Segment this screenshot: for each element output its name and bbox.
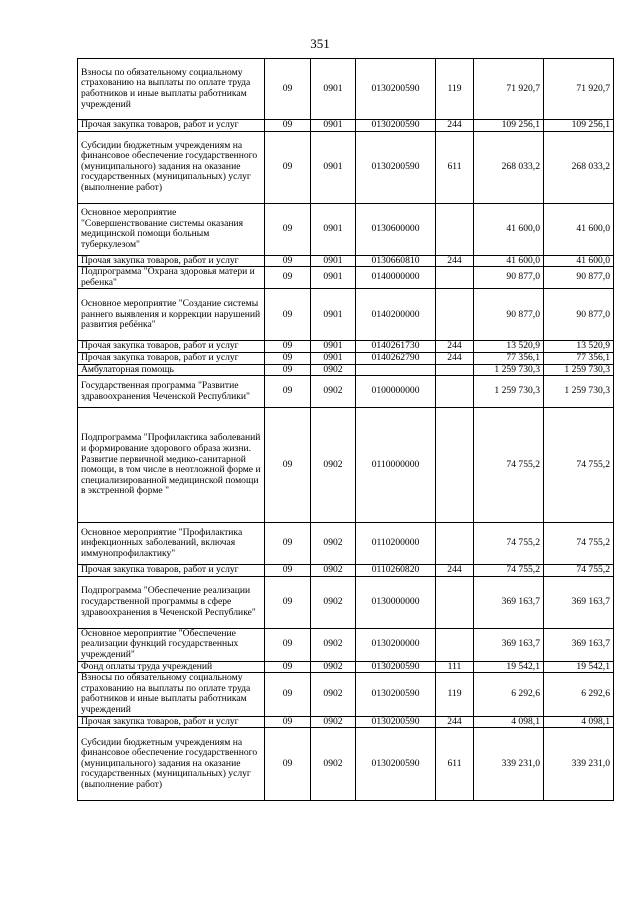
cell-section: 09 xyxy=(265,267,311,289)
table-row xyxy=(78,408,614,523)
cell-section: 09 xyxy=(265,352,311,364)
cell-subsection: 0902 xyxy=(311,376,356,408)
table-row xyxy=(78,203,614,255)
table-row xyxy=(78,523,614,565)
table-row xyxy=(78,255,614,267)
cell-amount-1: 41 600,0 xyxy=(474,203,544,255)
cell-name: Взносы по обязательному социальному страхованию на выплаты по оплате труда работников и иные выплаты работникам учреждений xyxy=(78,673,265,716)
table-row xyxy=(78,364,614,376)
cell-article xyxy=(356,364,436,376)
cell-expense-type xyxy=(436,523,474,565)
cell-article: 0130200590 xyxy=(356,131,436,203)
cell-article: 0130200000 xyxy=(356,628,436,661)
table-row xyxy=(78,728,614,801)
cell-name: Подпрограмма "Обеспечение реализации государственной программы в сфере здравоохранения в Чеченской Республике" xyxy=(78,576,265,628)
cell-section: 09 xyxy=(265,523,311,565)
cell-expense-type: 244 xyxy=(436,341,474,353)
cell-name: Субсидии бюджетным учреждениям на финансовое обеспечение государственного (муниципального) задания на оказание государственных (муниципальных) услуг (выполнение работ) xyxy=(78,131,265,203)
cell-section: 09 xyxy=(265,408,311,523)
cell-section: 09 xyxy=(265,364,311,376)
cell-article: 0130600000 xyxy=(356,203,436,255)
cell-amount-1: 1 259 730,3 xyxy=(474,364,544,376)
cell-amount-2: 369 163,7 xyxy=(544,576,614,628)
cell-name: Основное мероприятие "Совершенствование системы оказания медицинской помощи больным туберкулезом" xyxy=(78,203,265,255)
cell-subsection: 0902 xyxy=(311,565,356,577)
cell-section: 09 xyxy=(265,203,311,255)
table-row xyxy=(78,716,614,728)
cell-amount-1: 369 163,7 xyxy=(474,576,544,628)
cell-section: 09 xyxy=(265,376,311,408)
cell-name: Прочая закупка товаров, работ и услуг xyxy=(78,565,265,577)
cell-name: Подпрограмма "Профилактика заболеваний и формирование здорового образа жизни. Развитие первичной медико-санитарной помощи, в том числе в неотложной форме и специализированной медицинской помощи в экстренной форме " xyxy=(78,408,265,523)
cell-subsection: 0902 xyxy=(311,408,356,523)
cell-amount-2: 74 755,2 xyxy=(544,565,614,577)
cell-expense-type xyxy=(436,289,474,341)
cell-amount-1: 77 356,1 xyxy=(474,352,544,364)
table-row xyxy=(78,289,614,341)
cell-expense-type: 244 xyxy=(436,255,474,267)
cell-article: 0130660810 xyxy=(356,255,436,267)
cell-name: Основное мероприятие "Обеспечение реализации функций государственных учреждений" xyxy=(78,628,265,661)
cell-section: 09 xyxy=(265,576,311,628)
cell-section: 09 xyxy=(265,59,311,120)
budget-table xyxy=(77,58,614,801)
cell-expense-type: 611 xyxy=(436,131,474,203)
cell-subsection: 0902 xyxy=(311,364,356,376)
cell-amount-2: 90 877,0 xyxy=(544,289,614,341)
cell-section: 09 xyxy=(265,565,311,577)
cell-amount-1: 13 520,9 xyxy=(474,341,544,353)
cell-subsection: 0901 xyxy=(311,341,356,353)
table-row xyxy=(78,565,614,577)
cell-name: Подпрограмма "Охрана здоровья матери и ребенка" xyxy=(78,267,265,289)
cell-expense-type: 119 xyxy=(436,673,474,716)
cell-subsection: 0901 xyxy=(311,120,356,132)
cell-name: Прочая закупка товаров, работ и услуг xyxy=(78,352,265,364)
cell-name: Прочая закупка товаров, работ и услуг xyxy=(78,120,265,132)
cell-expense-type xyxy=(436,364,474,376)
cell-expense-type: 111 xyxy=(436,661,474,673)
cell-subsection: 0901 xyxy=(311,267,356,289)
cell-subsection: 0902 xyxy=(311,716,356,728)
cell-section: 09 xyxy=(265,728,311,801)
cell-name: Прочая закупка товаров, работ и услуг xyxy=(78,716,265,728)
cell-article: 0110000000 xyxy=(356,408,436,523)
table-row xyxy=(78,267,614,289)
cell-section: 09 xyxy=(265,661,311,673)
cell-section: 09 xyxy=(265,120,311,132)
cell-subsection: 0901 xyxy=(311,59,356,120)
cell-expense-type: 244 xyxy=(436,352,474,364)
cell-amount-2: 41 600,0 xyxy=(544,255,614,267)
cell-name: Основное мероприятие "Создание системы раннего выявления и коррекции нарушений развития ребёнка" xyxy=(78,289,265,341)
cell-amount-2: 268 033,2 xyxy=(544,131,614,203)
cell-expense-type xyxy=(436,408,474,523)
cell-expense-type xyxy=(436,267,474,289)
cell-amount-1: 369 163,7 xyxy=(474,628,544,661)
cell-expense-type xyxy=(436,628,474,661)
cell-article: 0140261730 xyxy=(356,341,436,353)
cell-amount-1: 74 755,2 xyxy=(474,565,544,577)
cell-amount-1: 74 755,2 xyxy=(474,408,544,523)
cell-amount-2: 109 256,1 xyxy=(544,120,614,132)
table-row xyxy=(78,576,614,628)
cell-name: Субсидии бюджетным учреждениям на финансовое обеспечение государственного (муниципального) задания на оказание государственных (муниципальных) услуг (выполнение работ) xyxy=(78,728,265,801)
table-row xyxy=(78,376,614,408)
cell-amount-2: 77 356,1 xyxy=(544,352,614,364)
cell-amount-2: 4 098,1 xyxy=(544,716,614,728)
cell-amount-2: 71 920,7 xyxy=(544,59,614,120)
cell-amount-1: 74 755,2 xyxy=(474,523,544,565)
cell-amount-1: 268 033,2 xyxy=(474,131,544,203)
cell-amount-1: 71 920,7 xyxy=(474,59,544,120)
cell-amount-2: 74 755,2 xyxy=(544,523,614,565)
table-row xyxy=(78,131,614,203)
cell-amount-2: 13 520,9 xyxy=(544,341,614,353)
cell-subsection: 0902 xyxy=(311,576,356,628)
cell-expense-type xyxy=(436,203,474,255)
cell-amount-1: 19 542,1 xyxy=(474,661,544,673)
cell-subsection: 0902 xyxy=(311,523,356,565)
cell-section: 09 xyxy=(265,289,311,341)
cell-expense-type: 244 xyxy=(436,565,474,577)
cell-name: Прочая закупка товаров, работ и услуг xyxy=(78,255,265,267)
cell-amount-1: 90 877,0 xyxy=(474,289,544,341)
cell-name: Государственная программа "Развитие здравоохранения Чеченской Республики" xyxy=(78,376,265,408)
cell-amount-1: 1 259 730,3 xyxy=(474,376,544,408)
cell-name: Амбулаторная помощь xyxy=(78,364,265,376)
cell-expense-type: 244 xyxy=(436,716,474,728)
cell-expense-type: 244 xyxy=(436,120,474,132)
cell-section: 09 xyxy=(265,341,311,353)
cell-amount-2: 1 259 730,3 xyxy=(544,376,614,408)
cell-amount-2: 90 877,0 xyxy=(544,267,614,289)
cell-amount-2: 339 231,0 xyxy=(544,728,614,801)
cell-amount-2: 74 755,2 xyxy=(544,408,614,523)
cell-article: 0110200000 xyxy=(356,523,436,565)
cell-amount-1: 109 256,1 xyxy=(474,120,544,132)
cell-subsection: 0901 xyxy=(311,289,356,341)
cell-article: 0130200590 xyxy=(356,661,436,673)
cell-section: 09 xyxy=(265,716,311,728)
cell-article: 0130200590 xyxy=(356,120,436,132)
cell-article: 0100000000 xyxy=(356,376,436,408)
cell-subsection: 0902 xyxy=(311,673,356,716)
cell-subsection: 0902 xyxy=(311,661,356,673)
cell-article: 0140200000 xyxy=(356,289,436,341)
cell-expense-type: 611 xyxy=(436,728,474,801)
table-row xyxy=(78,120,614,132)
cell-article: 0140262790 xyxy=(356,352,436,364)
cell-amount-2: 41 600,0 xyxy=(544,203,614,255)
cell-article: 0130200590 xyxy=(356,728,436,801)
table-row xyxy=(78,673,614,716)
cell-article: 0140000000 xyxy=(356,267,436,289)
cell-name: Взносы по обязательному социальному страхованию на выплаты по оплате труда работников и иные выплаты работникам учреждений xyxy=(78,59,265,120)
cell-name: Основное мероприятие "Профилактика инфекционных заболеваний, включая иммунопрофилактику" xyxy=(78,523,265,565)
cell-subsection: 0901 xyxy=(311,255,356,267)
cell-section: 09 xyxy=(265,131,311,203)
table-row xyxy=(78,59,614,120)
table-row xyxy=(78,661,614,673)
cell-amount-2: 6 292,6 xyxy=(544,673,614,716)
cell-article: 0130200590 xyxy=(356,59,436,120)
cell-article: 0130200590 xyxy=(356,673,436,716)
cell-article: 0130200590 xyxy=(356,716,436,728)
cell-amount-1: 339 231,0 xyxy=(474,728,544,801)
cell-amount-1: 6 292,6 xyxy=(474,673,544,716)
cell-amount-1: 90 877,0 xyxy=(474,267,544,289)
cell-subsection: 0902 xyxy=(311,728,356,801)
cell-subsection: 0901 xyxy=(311,352,356,364)
cell-amount-2: 1 259 730,3 xyxy=(544,364,614,376)
cell-amount-2: 369 163,7 xyxy=(544,628,614,661)
cell-subsection: 0901 xyxy=(311,203,356,255)
cell-name: Фонд оплаты труда учреждений xyxy=(78,661,265,673)
cell-name: Прочая закупка товаров, работ и услуг xyxy=(78,341,265,353)
cell-expense-type xyxy=(436,576,474,628)
cell-section: 09 xyxy=(265,255,311,267)
cell-subsection: 0901 xyxy=(311,131,356,203)
table-row xyxy=(78,628,614,661)
cell-expense-type xyxy=(436,376,474,408)
table-body xyxy=(78,59,614,801)
cell-section: 09 xyxy=(265,628,311,661)
cell-article: 0110260820 xyxy=(356,565,436,577)
page-number: 351 xyxy=(310,36,330,51)
cell-amount-2: 19 542,1 xyxy=(544,661,614,673)
cell-article: 0130000000 xyxy=(356,576,436,628)
cell-expense-type: 119 xyxy=(436,59,474,120)
table-row xyxy=(78,352,614,364)
cell-amount-1: 41 600,0 xyxy=(474,255,544,267)
cell-section: 09 xyxy=(265,673,311,716)
cell-subsection: 0902 xyxy=(311,628,356,661)
cell-amount-1: 4 098,1 xyxy=(474,716,544,728)
table-row xyxy=(78,341,614,353)
